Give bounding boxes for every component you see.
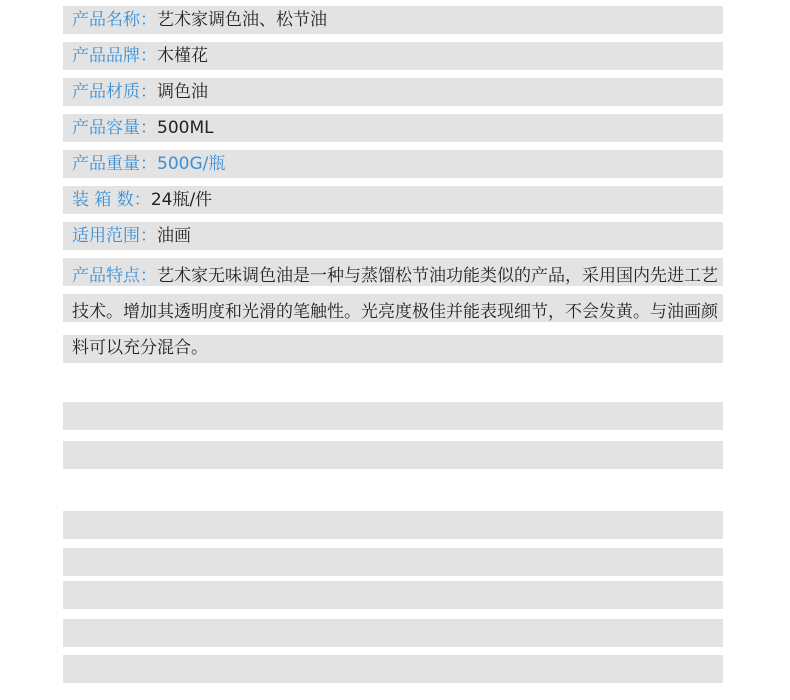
spec-row-product-name: [72, 6, 722, 34]
empty-row-background: [63, 619, 723, 647]
spec-row-material: [72, 78, 722, 106]
spec-label: 产品名称：: [72, 10, 157, 30]
spec-row-capacity: [72, 114, 722, 142]
spec-label: 产品重量：: [72, 154, 157, 174]
spec-value: 油画: [157, 226, 191, 246]
spec-label: 产品品牌：: [72, 46, 157, 66]
spec-value: 24瓶/件: [150, 190, 213, 210]
spec-label: 产品材质：: [72, 82, 157, 102]
features-text: 艺术家无味调色油是一种与蒸馏松节油功能类似的产品，采用国内先进工艺技术。增加其透明度和光滑的笔触性。光亮度极佳并能表现细节，不会发黄。与油画颜料可以充分混合。: [72, 266, 718, 358]
empty-row-background: [63, 441, 723, 469]
empty-row-background: [63, 581, 723, 609]
spec-row-packing-count: [72, 186, 722, 214]
product-features: [72, 258, 722, 366]
features-label: 产品特点：: [72, 266, 157, 286]
spec-row-usage: [72, 222, 722, 250]
spec-value: 500ML: [157, 118, 214, 138]
empty-row-background: [63, 402, 723, 430]
spec-label: 适用范围：: [72, 226, 157, 246]
spec-label: 装 箱 数：: [72, 190, 151, 210]
spec-value: 艺术家调色油、松节油: [157, 10, 327, 30]
spec-value: 调色油: [157, 82, 208, 102]
empty-row-background: [63, 548, 723, 576]
spec-value: 木槿花: [157, 46, 208, 66]
spec-row-weight: [72, 150, 722, 178]
empty-row-background: [63, 511, 723, 539]
spec-row-brand: [72, 42, 722, 70]
empty-row-background: [63, 655, 723, 683]
spec-value: 500G/瓶: [157, 154, 226, 174]
spec-label: 产品容量：: [72, 118, 157, 138]
